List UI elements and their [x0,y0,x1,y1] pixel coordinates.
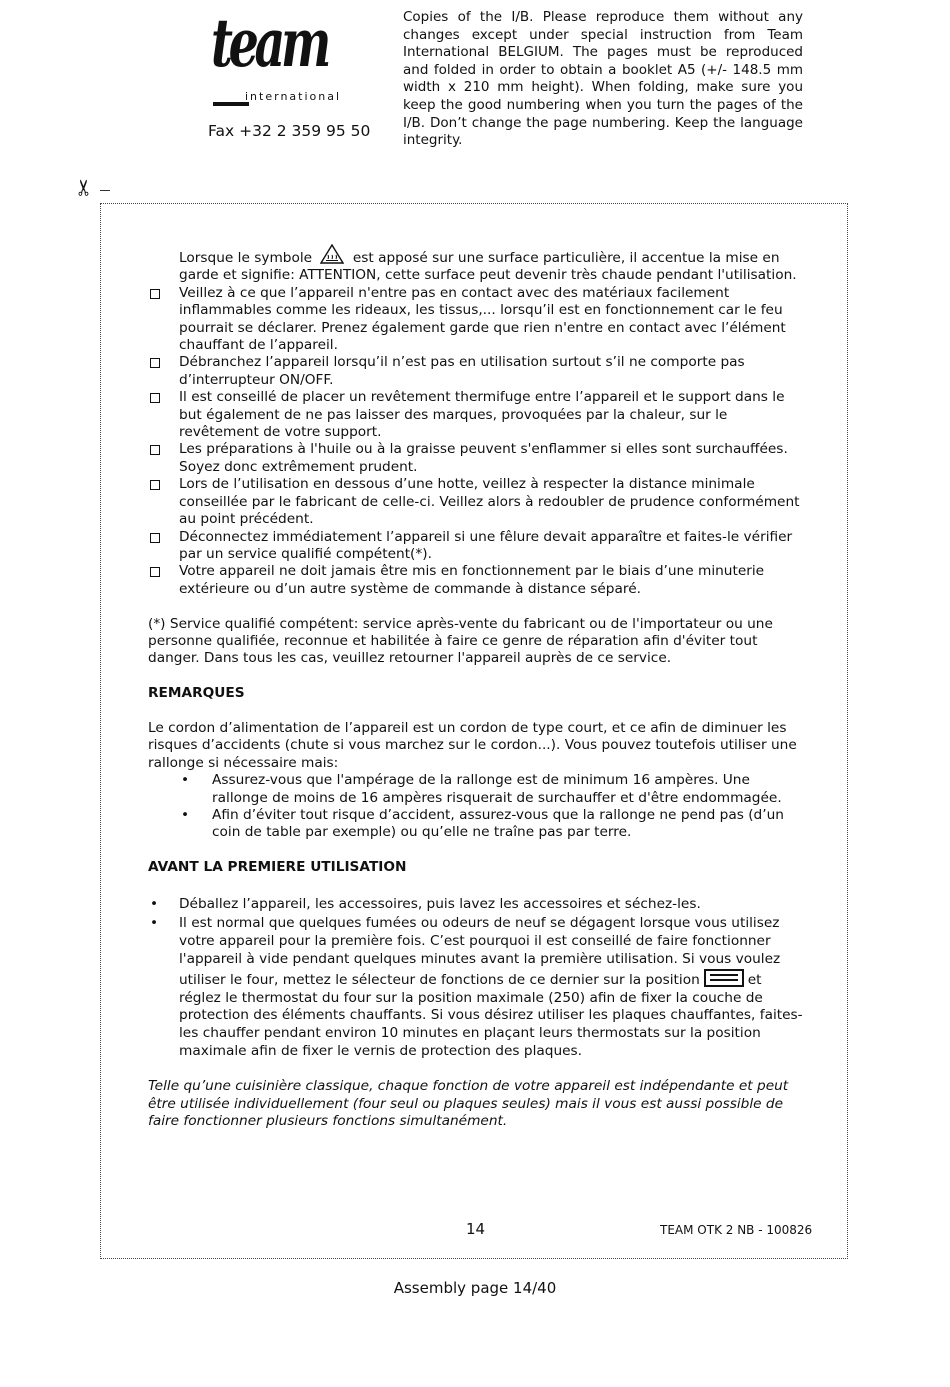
list-item-text: Veillez à ce que l’appareil n'entre pas en contact avec des matériaux facilement inflammables comme les rideaux, les tissus,... lorsqu’il est en fonctionnement car le feu pourrait se déclarer. Prenez également garde que rien n'entre en contact avec l’élément chauffant de l’appareil. [179,284,786,354]
list-item [148,772,803,807]
list-item-text: Déballez l’appareil, les accessoires, puis lavez les accessoires et séchez-les. [179,895,701,912]
intro-text-before: Lorsque le symbole [179,250,313,266]
list-item [148,896,803,913]
list-item [148,389,803,441]
avant-heading: AVANT LA PREMIERE UTILISATION [148,859,407,876]
list-item [148,476,803,528]
list-item-text: Votre appareil ne doit jamais être mis en fonctionnement par le biais d’une minuterie extérieure ou d’un autre système de commande à distance séparé. [179,563,765,597]
header-instructions: Copies of the I/B. Please reproduce them without any changes except under special instruction from Team International BELGIUM. The pages must be reproduced and folded in order to obtain a booklet A5 (+/- 148.5 mm width x 210 mm height). When folding, make sure you keep the good numbering when you turn the pages of the I/B. Don’t change the page numbering. Keep the language integrity. [403,9,803,149]
list-item-text-after: et réglez le thermostat du four sur la position maximale (250) afin de fixer la couche de protection des éléments chauffants. Si vous désirez utiliser les plaques chauffantes, faites-les chauffer pendant environ 10 minutes en plaçant leurs thermostats sur la position maximale afin de fixer le vernis de protection des plaques. [179,971,803,1059]
checkbox-bullet-icon [150,533,160,543]
team-international-logo [205,4,345,108]
logo-bar [213,102,249,106]
list-item [148,285,803,355]
assembly-page-label: Assembly page 14/40 [393,1279,557,1297]
bullet-icon: • [181,806,190,823]
checkbox-bullet-icon [150,289,160,299]
service-note: (*) Service qualifié compétent: service après-vente du fabricant ou de l'importateur ou une personne qualifiée, reconnue et habilitée à faire ce genre de réparation afin d'éviter tout danger. Dans tous les cas, veuillez retourner l'appareil auprès de ce service. [148,615,773,667]
bullet-icon: • [181,772,190,789]
cut-line [100,190,110,191]
list-item [148,807,803,842]
list-item-text: Il est conseillé de placer un revêtement thermifuge entre l’appareil et le support dans le but également de ne pas laisser des marques, provoquées par la chaleur, sur le revêtement de votre support. [179,389,785,441]
logo-subtitle: international [245,90,342,103]
list-item-text: Les préparations à l'huile ou à la graisse peuvent s'enflammer si elles sont surchauffées. Soyez donc extrêmement prudent. [179,441,788,475]
list-item [148,915,803,1060]
list-item [148,563,803,598]
intro-paragraph [148,244,803,285]
remarques-heading: REMARQUES [148,685,245,702]
checkbox-bullet-icon [150,445,160,455]
oven-top-heat-icon [704,969,744,987]
list-item-text: Assurez-vous que l'ampérage de la rallonge est de minimum 16 ampères. Une rallonge de moins de 16 ampères risquerait de surchauffer et d'être endommagée. [212,772,782,806]
checkbox-bullet-icon [150,358,160,368]
intro-text-after: est apposé sur une surface particulière, il accentue la mise en garde et signifie: ATTENTION, cette surface peut devenir très chaude pendant l'utilisation. [179,250,797,284]
list-item [148,441,803,476]
checkbox-bullet-icon [150,567,160,577]
list-item-text: Lors de l’utilisation en dessous d’une hotte, veillez à respecter la distance minimale conseillée par le fabricant de celle-ci. Veillez alors à redoubler de prudence conformément au point précédent. [179,476,800,528]
list-item-text: Afin d’éviter tout risque d’accident, assurez-vous que la rallonge ne pend pas (d’un coin de table par exemple) ou qu’elle ne traîne pas par terre. [212,806,784,841]
document-reference: TEAM OTK 2 NB - 100826 [660,1223,813,1237]
checkbox-bullet-icon [150,393,160,403]
page-content [148,244,803,1130]
remarques-text: Le cordon d’alimentation de l’appareil est un cordon de type court, et ce afin de diminuer les risques d’accidents (chute si vous marchez sur le cordon...). Vous pouvez toutefois utiliser une rallonge si nécessaire mais: [148,719,797,771]
logo-wordmark: team [211,4,327,82]
page-number: 14 [466,1220,486,1238]
closing-note: Telle qu’une cuisinière classique, chaque fonction de votre appareil est indépendante et peut être utilisée individuellement (four seul ou plaques seules) mais il vous est aussi possible de faire fonctionner plusieurs fonctions simultanément. [148,1078,789,1129]
bullet-icon: • [150,915,159,932]
list-item [148,529,803,564]
list-item-text: Déconnectez immédiatement l’appareil si une fêlure devait apparaître et faites-le vérifier par un service qualifié compétent(*). [179,528,793,562]
hot-surface-warning-icon [320,244,344,264]
list-item-text-before: Il est normal que quelques fumées ou odeurs de neuf se dégagent lorsque vous utilisez votre appareil pour la première fois. C’est pourquoi il est conseillé de faire fonctionner l'appareil à vide pendant quelques minutes avant la première utilisation. Si vous voulez utiliser le four, mettez le sélecteur de fonctions de ce dernier sur la position [179,915,781,988]
bullet-icon: • [150,895,159,912]
fax-number: Fax +32 2 359 95 50 [208,122,371,140]
list-item-text: Débranchez l’appareil lorsqu’il n’est pas en utilisation surtout s’il ne comporte pas d’interrupteur ON/OFF. [179,354,745,388]
list-item [148,354,803,389]
checkbox-bullet-icon [150,480,160,490]
scissors-icon: ✂ [72,178,98,197]
